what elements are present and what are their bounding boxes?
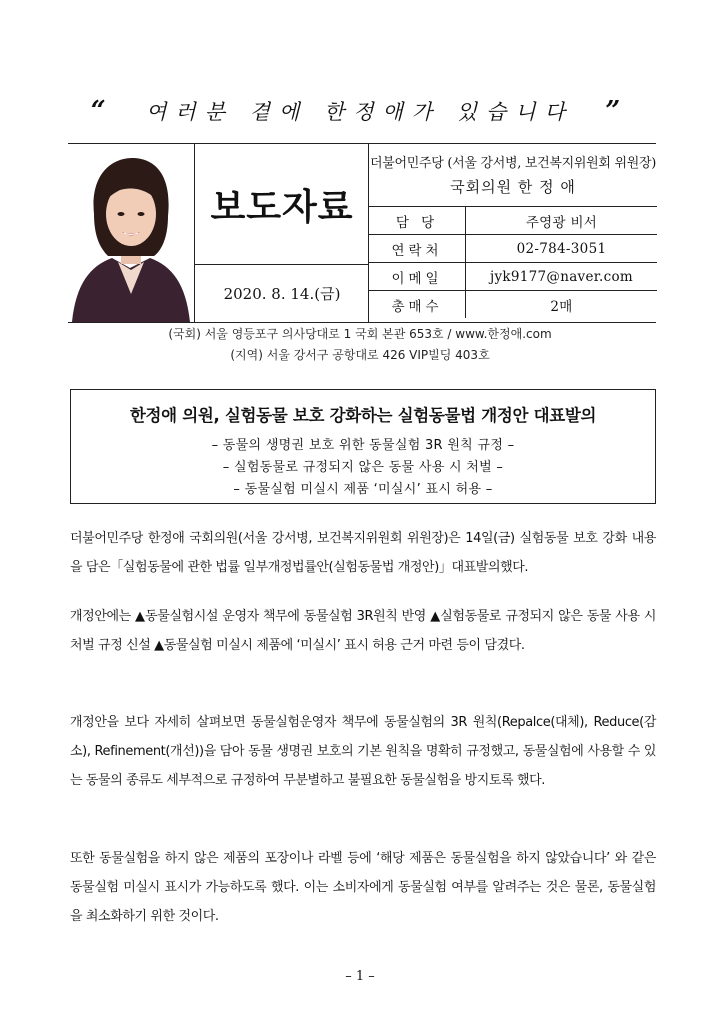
contact-key: 총매수 <box>369 291 466 319</box>
contact-row <box>369 291 657 319</box>
contact-value: 2매 <box>466 291 658 319</box>
headline-subtitle: – 실험동물로 규정되지 않은 동물 사용 시 처벌 – <box>222 460 504 475</box>
slogan-text: 여러분 곁에 한정애가 있습니다 <box>146 100 574 124</box>
contact-column <box>368 144 657 322</box>
mp-name: 국회의원 한 정 애 <box>450 178 576 196</box>
headline-box <box>70 389 656 504</box>
headline-subtitle: – 동물의 생명권 보호 위한 동물실험 3R 원칙 규정 – <box>211 438 515 453</box>
headline-subtitle: – 동물실험 미실시 제품 ‘미실시’ 표시 허용 – <box>233 482 493 497</box>
contact-row <box>369 235 657 263</box>
body-paragraph: 개정안에는 ▲동물실험시설 운영자 책무에 동물실험 3R원칙 반영 ▲실험동물로 규정되지 않은 동물 사용 시 처벌 규정 신설 ▲동물실험 미실시 제품에 ‘미실시’ 표시 허용 근거 마련 등이 담겼다. <box>70 609 656 653</box>
page-number: – 1 – <box>345 969 375 984</box>
slogan <box>0 96 720 126</box>
contact-value: 주영광 비서 <box>466 207 658 235</box>
address-line-1: (국회) 서울 영등포구 의사당대로 1 국회 본관 653호 / www.한정애.com <box>168 327 552 341</box>
slogan-close-quote: ” <box>605 96 630 126</box>
party-line: 더불어민주당 (서울 강서병, 보건복지위원회 위원장) <box>369 156 657 171</box>
press-header <box>68 143 656 323</box>
portrait-photo <box>68 144 194 322</box>
title-column <box>194 144 369 322</box>
contact-row <box>369 263 657 291</box>
contact-row <box>369 207 657 235</box>
release-date: 2020. 8. 14.(금) <box>223 284 341 303</box>
contact-value: 02-784-3051 <box>466 235 658 263</box>
contact-key: 담 당 <box>369 207 466 235</box>
contact-email[interactable]: jyk9177@naver.com <box>466 263 658 291</box>
body-paragraph: 개정안을 보다 자세히 살펴보면 동물실험운영자 책무에 동물실험의 3R 원칙(Repalce(대체), Reduce(감소), Refinement(개선))을 담아 동물 생명권 보호의 기본 원칙을 명확히 규정했고, 동물실험에 사용할 수 있는 동물의 종류도 세부적으로 규정하여 무분별하고 불필요한 동물실험을 방지토록 했다. <box>70 715 656 788</box>
document-title: 보도자료 <box>195 144 369 265</box>
headline-title: 한정애 의원, 실험동물 보호 강화하는 실험동물법 개정안 대표발의 <box>129 406 597 425</box>
contact-key: 연락처 <box>369 235 466 263</box>
body-paragraph: 또한 동물실험을 하지 않은 제품의 포장이나 라벨 등에 ‘해당 제품은 동물실험을 하지 않았습니다’ 와 같은 동물실험 미실시 표시가 가능하도록 했다. 이는 소비자에게 동물실험 여부를 알려주는 것은 물론, 동물실험을 최소화하기 위한 것이다. <box>70 851 656 924</box>
contact-key: 이메일 <box>369 263 466 291</box>
slogan-open-quote: “ <box>90 96 115 126</box>
body-paragraph: 더불어민주당 한정애 국회의원(서울 강서병, 보건복지위원회 위원장)은 14일(금) 실험동물 보호 강화 내용을 담은「실험동물에 관한 법률 일부개정법률안(실험동물법 개정안)」대표발의했다. <box>70 531 656 575</box>
address-line-2: (지역) 서울 강서구 공항대로 426 VIP빌딩 403호 <box>230 348 490 362</box>
contact-table <box>369 206 657 318</box>
